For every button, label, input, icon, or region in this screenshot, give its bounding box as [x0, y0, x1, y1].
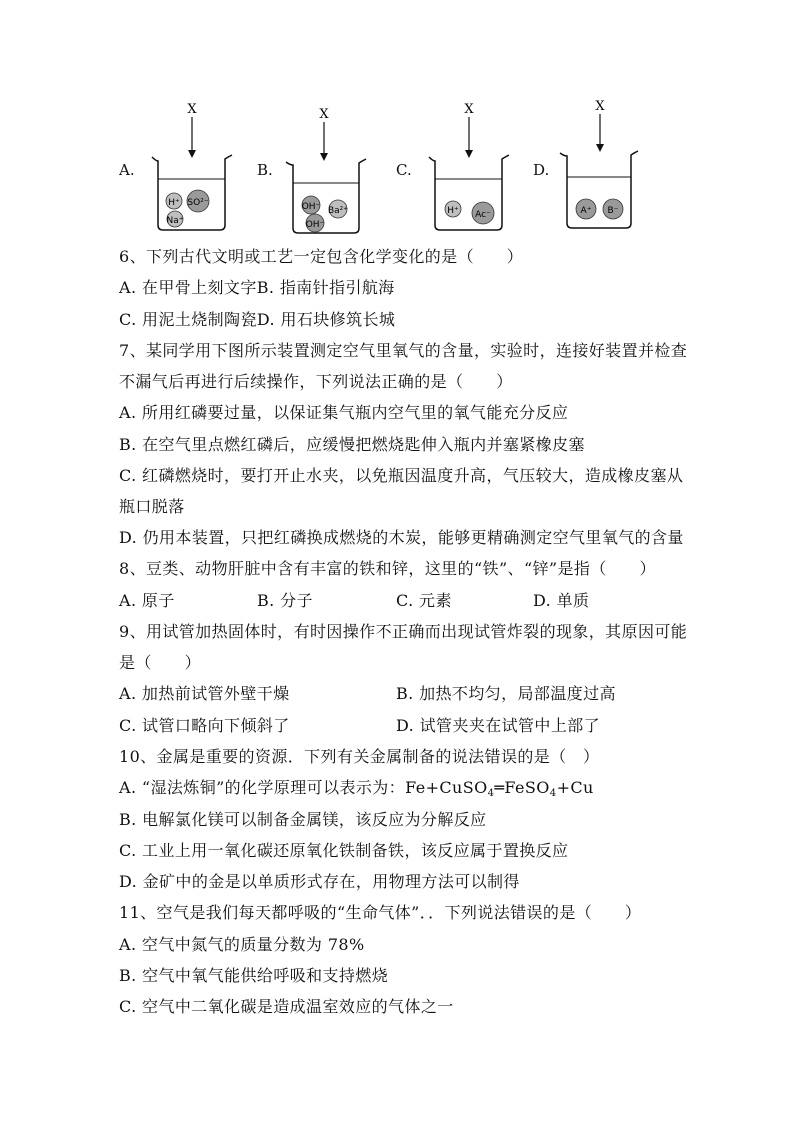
reagent-x-label: X — [319, 107, 329, 122]
q10-option-c: C. 工业上用一氧化碳还原氧化铁制备铁，该反应属于置换反应 — [119, 841, 569, 860]
svg-text:OH⁻: OH⁻ — [301, 202, 321, 212]
beaker-a — [148, 95, 238, 235]
svg-text:A⁺: A⁺ — [580, 206, 592, 216]
q10-option-b: B. 电解氯化镁可以制备金属镁，该反应为分解反应 — [119, 810, 487, 829]
q11-option-a: A. 空气中氮气的质量分数为 78% — [119, 935, 365, 954]
q9-stem-line2: 是（ ） — [119, 653, 202, 672]
q7-option-c-line2: 瓶口脱落 — [119, 497, 185, 516]
beaker-figure-row — [0, 95, 794, 240]
q9-option-b: B. 加热不均匀，局部温度过高 — [396, 684, 616, 703]
q10-option-a-prefix: A. “湿法炼铜”的化学原理可以表示为：Fe+CuSO — [119, 778, 488, 797]
svg-text:Na⁺: Na⁺ — [166, 216, 184, 226]
ion-ac-minus — [472, 202, 494, 224]
beaker-b-drawing — [284, 95, 374, 235]
q11-option-b: B. 空气中氧气能供给呼吸和支持燃烧 — [119, 966, 389, 985]
beaker-a-drawing — [148, 95, 238, 235]
reagent-x-label: X — [187, 102, 197, 117]
svg-text:OH⁻: OH⁻ — [305, 220, 325, 230]
ion-h-plus — [445, 201, 461, 217]
beaker-a-letter: A. — [119, 161, 135, 179]
q6-stem: 6、下列古代文明或工艺一定包含化学变化的是（ ） — [119, 247, 524, 266]
q7-option-a: A. 所用红磷要过量，以保证集气瓶内空气里的氧气能充分反应 — [119, 403, 569, 422]
q9-stem-line1: 9、用试管加热固体时，有时因操作不正确而出现试管炸裂的现象，其原因可能 — [119, 622, 688, 641]
ion-ba-2plus — [328, 200, 348, 218]
ion-a-plus — [576, 199, 596, 219]
q11-stem: 11、空气是我们每天都呼吸的“生命气体”．．下列说法错误的是（ ） — [119, 903, 642, 922]
ion-h-plus — [166, 193, 182, 209]
ion-oh-minus — [302, 196, 321, 214]
beaker-c — [425, 95, 515, 235]
beaker-c-letter: C. — [396, 161, 412, 179]
beaker-d — [558, 95, 648, 235]
q7-option-b: B. 在空气里点燃红磷后，应缓慢把燃烧匙伸入瓶内并塞紧橡皮塞 — [119, 435, 585, 454]
beaker-b — [284, 95, 374, 235]
beaker-c-drawing — [425, 95, 515, 235]
q9-option-d: D. 试管夹夹在试管中上部了 — [396, 716, 601, 735]
svg-text:B⁻: B⁻ — [607, 206, 619, 216]
q7-option-d: D. 仍用本装置，只把红磷换成燃烧的木炭，能够更精确测定空气里氧气的含量 — [119, 528, 684, 547]
q10-option-a-suffix: +Cu — [556, 778, 594, 797]
q10-option-a — [119, 778, 594, 804]
beaker-b-letter: B. — [257, 161, 273, 179]
q7-stem-line1: 7、某同学用下图所示装置测定空气里氧气的含量，实验时，连接好装置并检查 — [119, 341, 688, 360]
beaker-d-drawing — [558, 95, 648, 235]
q8-option-d: D. 单质 — [533, 591, 590, 610]
reagent-x-label: X — [595, 99, 605, 114]
reagent-x-label: X — [464, 102, 474, 117]
q10-stem: 10、金属是重要的资源．下列有关金属制备的说法错误的是（ ） — [119, 747, 600, 766]
beaker-d-letter: D. — [533, 161, 550, 179]
q10-subscript: 4 — [487, 788, 495, 799]
q8-stem: 8、豆类、动物肝脏中含有丰富的铁和锌，这里的“铁”、“锌”是指（ ） — [119, 559, 656, 578]
q9-option-a: A. 加热前试管外壁干燥 — [119, 684, 290, 703]
q10-option-a-mid: ═FeSO — [494, 778, 550, 797]
ion-sulfate — [187, 190, 209, 212]
q7-option-c-line1: C. 红磷燃烧时，要打开止水夹，以免瓶因温度升高，气压较大，造成橡皮塞从 — [119, 466, 684, 485]
q8-option-c: C. 元素 — [396, 591, 452, 610]
q8-option-b: B. 分子 — [257, 591, 313, 610]
q11-option-c: C. 空气中二氧化碳是造成温室效应的气体之一 — [119, 997, 454, 1016]
ion-b-minus — [603, 199, 623, 219]
svg-text:Ac⁻: Ac⁻ — [475, 210, 491, 220]
ion-na-plus — [167, 211, 184, 227]
q8-option-a: A. 原子 — [119, 591, 175, 610]
q9-option-c: C. 试管口略向下倾斜了 — [119, 716, 290, 735]
svg-text:SO²⁻: SO²⁻ — [187, 198, 209, 208]
svg-text:H⁺: H⁺ — [168, 198, 180, 208]
q6-options-cd: C. 用泥土烧制陶瓷D. 用石块修筑长城 — [119, 310, 396, 329]
q6-options-ab: A. 在甲骨上刻文字B. 指南针指引航海 — [119, 278, 395, 297]
svg-text:H⁺: H⁺ — [447, 206, 459, 216]
q7-stem-line2: 不漏气后再进行后续操作，下列说法正确的是（ ） — [119, 372, 513, 391]
q10-option-d: D. 金矿中的金是以单质形式存在，用物理方法可以制得 — [119, 872, 520, 891]
svg-text:Ba²⁺: Ba²⁺ — [327, 206, 349, 216]
q10-subscript: 4 — [549, 788, 557, 799]
ion-oh-minus — [306, 214, 325, 232]
